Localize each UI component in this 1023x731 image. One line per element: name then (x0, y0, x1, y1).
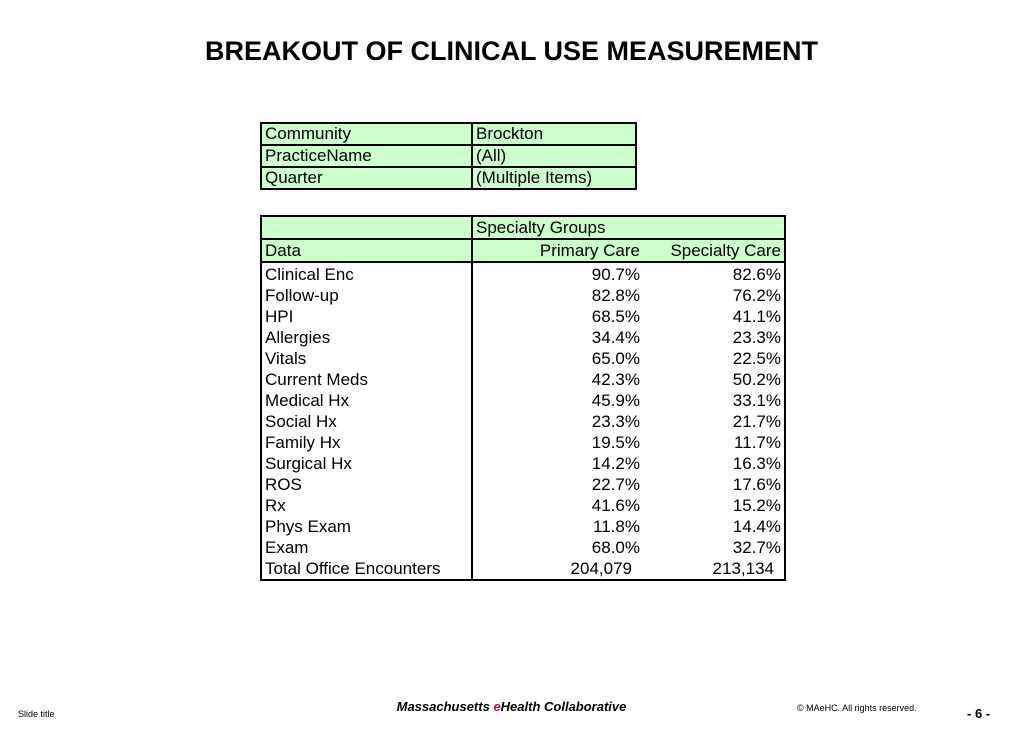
primary-care-value: 34.4% (591, 328, 640, 347)
filter-row (261, 145, 636, 167)
table-row (261, 453, 785, 474)
table-row (261, 516, 785, 537)
filter-label: Quarter (261, 167, 472, 189)
row-label: Current Meds (261, 369, 472, 390)
page-number: - 6 - (967, 706, 991, 721)
specialty-care-value: 11.7% (734, 433, 781, 452)
column-header-primary-care[interactable]: Primary Care (472, 239, 646, 262)
table-row (261, 285, 785, 306)
table-row (261, 390, 785, 411)
primary-care-value: 11.8% (593, 517, 640, 536)
table-row (261, 327, 785, 348)
row-label: HPI (261, 306, 472, 327)
primary-care-value: 68.5% (591, 307, 640, 326)
copyright-notice: © MAeHC. All rights reserved. (797, 703, 917, 713)
filter-table (260, 122, 637, 190)
page-title: BREAKOUT OF CLINICAL USE MEASUREMENT (204, 36, 818, 66)
filter-label: PracticeName (261, 145, 472, 167)
slide-title-label: Slide title (18, 709, 55, 719)
specialty-care-value: 33.1% (732, 391, 781, 410)
specialty-care-value: 22.5% (732, 349, 781, 368)
specialty-care-value: 17.6% (732, 475, 781, 494)
row-label: ROS (261, 474, 472, 495)
table-row (261, 348, 785, 369)
primary-care-value: 204,079 (570, 559, 632, 578)
primary-care-value: 23.3% (591, 412, 640, 431)
specialty-care-value: 21.7% (732, 412, 781, 431)
blank-header-cell (261, 216, 472, 239)
specialty-care-value: 76.2% (732, 286, 781, 305)
data-table (260, 215, 786, 581)
group-header[interactable]: Specialty Groups (472, 216, 785, 239)
row-label: Total Office Encounters (261, 558, 472, 580)
total-row (261, 558, 785, 580)
org-suffix: Health Collaborative (500, 699, 627, 714)
row-label: Clinical Enc (261, 262, 472, 285)
table-row (261, 474, 785, 495)
row-label: Exam (261, 537, 472, 558)
primary-care-value: 22.7% (591, 475, 640, 494)
primary-care-value: 65.0% (591, 349, 640, 368)
table-row (261, 537, 785, 558)
table-row (261, 432, 785, 453)
row-label: Family Hx (261, 432, 472, 453)
filter-row (261, 123, 636, 145)
primary-care-value: 45.9% (591, 391, 640, 410)
table-row (261, 369, 785, 390)
specialty-care-value: 14.4% (732, 517, 781, 536)
primary-care-value: 42.3% (591, 370, 640, 389)
row-header[interactable]: Data (261, 239, 472, 262)
table-row (261, 411, 785, 432)
row-label: Social Hx (261, 411, 472, 432)
primary-care-value: 82.8% (591, 286, 640, 305)
filter-value[interactable]: (All) (472, 145, 636, 167)
primary-care-value: 90.7% (591, 265, 640, 284)
column-header-row (261, 239, 785, 262)
specialty-care-value: 50.2% (732, 370, 781, 389)
row-label: Allergies (261, 327, 472, 348)
row-label: Vitals (261, 348, 472, 369)
specialty-care-value: 41.1% (732, 307, 781, 326)
table-row (261, 306, 785, 327)
primary-care-value: 41.6% (591, 496, 640, 515)
column-header-specialty-care[interactable]: Specialty Care (646, 239, 785, 262)
specialty-care-value: 213,134 (712, 559, 774, 578)
specialty-care-value: 15.2% (732, 496, 781, 515)
primary-care-value: 19.5% (591, 433, 640, 452)
filter-value[interactable]: (Multiple Items) (472, 167, 636, 189)
primary-care-value: 68.0% (591, 538, 640, 557)
row-label: Phys Exam (261, 516, 472, 537)
primary-care-value: 14.2% (591, 454, 640, 473)
table-row (261, 262, 785, 285)
row-label: Follow-up (261, 285, 472, 306)
group-header-row (261, 216, 785, 239)
filter-label: Community (261, 123, 472, 145)
specialty-care-value: 16.3% (732, 454, 781, 473)
filter-value[interactable]: Brockton (472, 123, 636, 145)
filter-row (261, 167, 636, 189)
row-label: Surgical Hx (261, 453, 472, 474)
row-label: Medical Hx (261, 390, 472, 411)
org-prefix: Massachusetts (396, 699, 494, 714)
specialty-care-value: 32.7% (732, 538, 781, 557)
specialty-care-value: 23.3% (732, 328, 781, 347)
org-e: e (493, 699, 501, 714)
specialty-care-value: 82.6% (732, 265, 781, 284)
row-label: Rx (261, 495, 472, 516)
table-row (261, 495, 785, 516)
